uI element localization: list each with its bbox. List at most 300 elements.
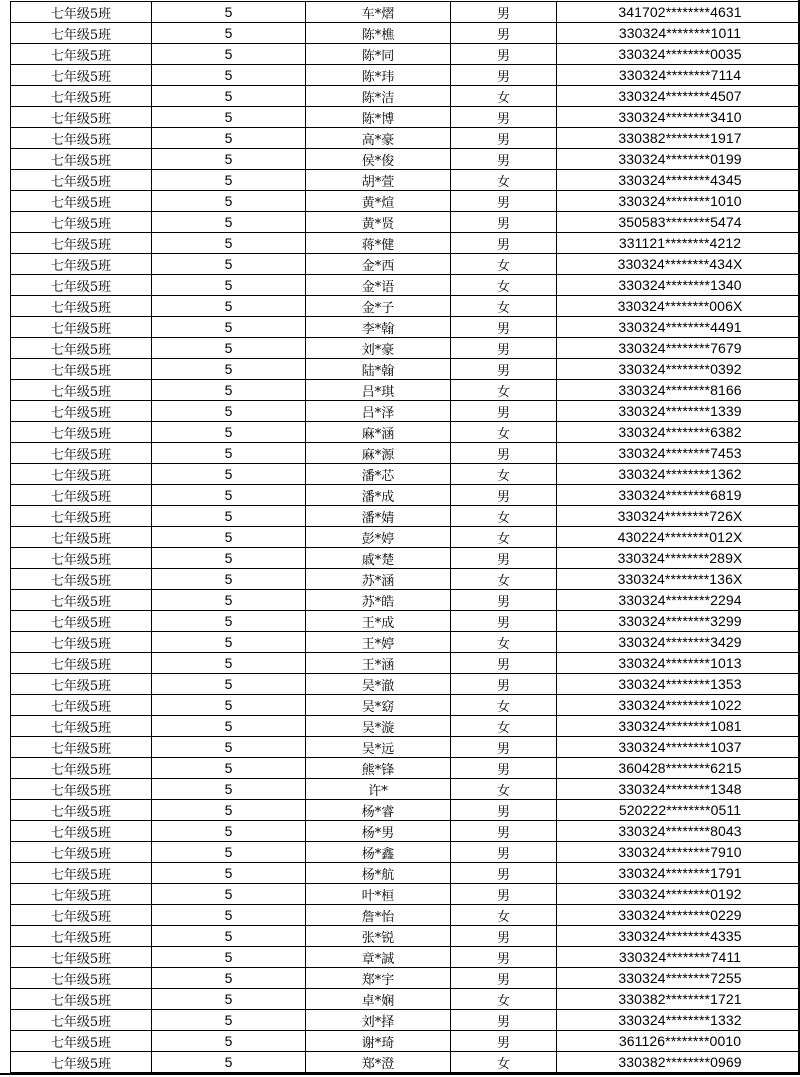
student-name-cell[interactable]: 陆*翰 [306,359,451,380]
class-cell[interactable]: 七年级5班 [11,569,152,590]
table-row [11,1010,800,1031]
student-name-cell[interactable]: 陈*玮 [306,65,451,86]
id-number-cell[interactable]: 330324********7114 [557,65,800,86]
student-name-cell[interactable]: 苏*涵 [306,569,451,590]
table-row [11,170,800,191]
grade-cell[interactable]: 5 [152,233,306,254]
id-number-cell[interactable]: 330324********1081 [557,716,800,737]
gender-cell[interactable]: 男 [451,401,557,422]
class-cell[interactable]: 七年级5班 [11,674,152,695]
id-number-cell[interactable]: 330324********3429 [557,632,800,653]
student-name-cell[interactable]: 刘*择 [306,1010,451,1031]
class-cell[interactable]: 七年级5班 [11,401,152,422]
grade-cell[interactable]: 5 [152,968,306,989]
id-number-cell[interactable]: 330382********0969 [557,1052,800,1073]
id-number-cell[interactable]: 330324********1362 [557,464,800,485]
gender-cell[interactable]: 女 [451,86,557,107]
gender-cell[interactable]: 女 [451,296,557,317]
class-cell[interactable]: 七年级5班 [11,821,152,842]
table-row [11,23,800,44]
table-row [11,968,800,989]
table-row [11,464,800,485]
student-name-cell[interactable]: 陈*洁 [306,86,451,107]
gender-cell[interactable]: 男 [451,107,557,128]
student-name-cell[interactable]: 吴*窈 [306,695,451,716]
class-cell[interactable]: 七年级5班 [11,170,152,191]
class-cell[interactable]: 七年级5班 [11,548,152,569]
class-cell[interactable]: 七年级5班 [11,737,152,758]
grade-cell[interactable]: 5 [152,926,306,947]
student-name-cell[interactable]: 陈*同 [306,44,451,65]
class-cell[interactable]: 七年级5班 [11,1010,152,1031]
class-cell[interactable]: 七年级5班 [11,65,152,86]
class-cell[interactable]: 七年级5班 [11,149,152,170]
student-name-cell[interactable]: 杨*航 [306,863,451,884]
class-cell[interactable]: 七年级5班 [11,968,152,989]
table-row [11,86,800,107]
id-number-cell[interactable]: 330324********6819 [557,485,800,506]
grade-cell[interactable]: 5 [152,800,306,821]
id-number-cell[interactable]: 330324********6382 [557,422,800,443]
grade-cell[interactable]: 5 [152,44,306,65]
grade-cell[interactable]: 5 [152,653,306,674]
class-cell[interactable]: 七年级5班 [11,464,152,485]
id-number-cell[interactable]: 330324********1037 [557,737,800,758]
student-name-cell[interactable]: 高*豪 [306,128,451,149]
table-row [11,821,800,842]
class-cell[interactable]: 七年级5班 [11,107,152,128]
student-name-cell[interactable]: 潘*芯 [306,464,451,485]
class-cell[interactable]: 七年级5班 [11,212,152,233]
class-cell[interactable]: 七年级5班 [11,359,152,380]
grade-cell[interactable]: 5 [152,1052,306,1073]
id-number-cell[interactable]: 330324********0192 [557,884,800,905]
student-name-cell[interactable]: 张*锐 [306,926,451,947]
table-row [11,128,800,149]
gender-cell[interactable]: 男 [451,926,557,947]
id-number-cell[interactable]: 331121********4212 [557,233,800,254]
id-number-cell[interactable]: 330324********3299 [557,611,800,632]
table-row [11,1052,800,1073]
grade-cell[interactable]: 5 [152,401,306,422]
grade-cell[interactable]: 5 [152,989,306,1010]
gender-cell[interactable]: 男 [451,44,557,65]
gender-cell[interactable]: 女 [451,506,557,527]
id-number-cell[interactable]: 330324********136X [557,569,800,590]
class-cell[interactable]: 七年级5班 [11,380,152,401]
gender-cell[interactable]: 女 [451,716,557,737]
table-row [11,632,800,653]
id-number-cell[interactable]: 330324********1353 [557,674,800,695]
student-name-cell[interactable]: 侯*俊 [306,149,451,170]
id-number-cell[interactable]: 361126********0010 [557,1031,800,1052]
grade-cell[interactable]: 5 [152,338,306,359]
table-row [11,443,800,464]
student-name-cell[interactable]: 苏*皓 [306,590,451,611]
student-name-cell[interactable]: 戚*楚 [306,548,451,569]
grade-cell[interactable]: 5 [152,380,306,401]
id-number-cell[interactable]: 330324********1791 [557,863,800,884]
id-number-cell[interactable]: 330324********726X [557,506,800,527]
id-number-cell[interactable]: 330324********1340 [557,275,800,296]
gender-cell[interactable]: 男 [451,590,557,611]
table-row [11,44,800,65]
class-cell[interactable]: 七年级5班 [11,1052,152,1073]
student-name-cell[interactable]: 彭*婷 [306,527,451,548]
id-number-cell[interactable]: 330324********1010 [557,191,800,212]
grade-cell[interactable]: 5 [152,296,306,317]
student-name-cell[interactable]: 王*婷 [306,632,451,653]
student-name-cell[interactable]: 杨*鑫 [306,842,451,863]
id-number-cell[interactable]: 330324********2294 [557,590,800,611]
class-cell[interactable]: 七年级5班 [11,842,152,863]
student-name-cell[interactable]: 吴*漩 [306,716,451,737]
gender-cell[interactable]: 女 [451,275,557,296]
id-number-cell[interactable]: 330324********7679 [557,338,800,359]
table-row [11,863,800,884]
id-number-cell[interactable]: 330324********1332 [557,1010,800,1031]
table-row [11,926,800,947]
table-row [11,590,800,611]
grade-cell[interactable]: 5 [152,275,306,296]
class-cell[interactable]: 七年级5班 [11,23,152,44]
gender-cell[interactable]: 男 [451,2,557,23]
class-cell[interactable]: 七年级5班 [11,233,152,254]
id-number-cell[interactable]: 330324********0392 [557,359,800,380]
id-number-cell[interactable]: 330324********434X [557,254,800,275]
table-row [11,611,800,632]
id-number-cell[interactable]: 330324********7910 [557,842,800,863]
table-row [11,149,800,170]
gender-cell[interactable]: 男 [451,821,557,842]
gender-cell[interactable]: 女 [451,1052,557,1073]
table-row [11,527,800,548]
grade-cell[interactable]: 5 [152,149,306,170]
gender-cell[interactable]: 女 [451,464,557,485]
grade-cell[interactable]: 5 [152,590,306,611]
table-row [11,758,800,779]
table-row [11,947,800,968]
class-cell[interactable]: 七年级5班 [11,653,152,674]
id-number-cell[interactable]: 330324********7453 [557,443,800,464]
gender-cell[interactable]: 男 [451,65,557,86]
grade-cell[interactable]: 5 [152,821,306,842]
gender-cell[interactable]: 男 [451,674,557,695]
student-name-cell[interactable]: 郑*宇 [306,968,451,989]
class-cell[interactable]: 七年级5班 [11,884,152,905]
gender-cell[interactable]: 男 [451,1010,557,1031]
table-row [11,695,800,716]
gender-cell[interactable]: 女 [451,779,557,800]
grade-cell[interactable]: 5 [152,170,306,191]
id-number-cell[interactable]: 330324********4491 [557,317,800,338]
student-name-cell[interactable]: 陈*博 [306,107,451,128]
student-name-cell[interactable]: 蒋*健 [306,233,451,254]
student-name-cell[interactable]: 许* [306,779,451,800]
grade-cell[interactable]: 5 [152,548,306,569]
gender-cell[interactable]: 男 [451,212,557,233]
gender-cell[interactable]: 男 [451,800,557,821]
grade-cell[interactable]: 5 [152,65,306,86]
gender-cell[interactable]: 男 [451,968,557,989]
gender-cell[interactable]: 女 [451,989,557,1010]
id-number-cell[interactable]: 430224********012X [557,527,800,548]
class-cell[interactable]: 七年级5班 [11,863,152,884]
table-row [11,254,800,275]
grade-cell[interactable]: 5 [152,23,306,44]
class-cell[interactable]: 七年级5班 [11,86,152,107]
grade-cell[interactable]: 5 [152,422,306,443]
student-name-cell[interactable]: 郑*澄 [306,1052,451,1073]
id-number-cell[interactable]: 330324********1022 [557,695,800,716]
grade-cell[interactable]: 5 [152,758,306,779]
grade-cell[interactable]: 5 [152,695,306,716]
student-name-cell[interactable]: 叶*桓 [306,884,451,905]
student-name-cell[interactable]: 吴*远 [306,737,451,758]
class-cell[interactable]: 七年级5班 [11,758,152,779]
id-number-cell[interactable]: 330324********4335 [557,926,800,947]
student-name-cell[interactable]: 胡*萱 [306,170,451,191]
grade-cell[interactable]: 5 [152,737,306,758]
grade-cell[interactable]: 5 [152,317,306,338]
class-cell[interactable]: 七年级5班 [11,947,152,968]
gender-cell[interactable]: 男 [451,611,557,632]
id-number-cell[interactable]: 330324********8043 [557,821,800,842]
class-cell[interactable]: 七年级5班 [11,926,152,947]
table-row [11,506,800,527]
gender-cell[interactable]: 男 [451,317,557,338]
table-row [11,989,800,1010]
id-number-cell[interactable]: 330382********1917 [557,128,800,149]
grade-cell[interactable]: 5 [152,2,306,23]
id-number-cell[interactable]: 330324********4345 [557,170,800,191]
grade-cell[interactable]: 5 [152,779,306,800]
class-cell[interactable]: 七年级5班 [11,800,152,821]
gender-cell[interactable]: 男 [451,653,557,674]
student-name-cell[interactable]: 王*涵 [306,653,451,674]
gender-cell[interactable]: 女 [451,905,557,926]
gender-cell[interactable]: 男 [451,842,557,863]
table-row [11,2,800,23]
gender-cell[interactable]: 女 [451,380,557,401]
student-name-cell[interactable]: 刘*豪 [306,338,451,359]
grade-cell[interactable]: 5 [152,611,306,632]
class-cell[interactable]: 七年级5班 [11,590,152,611]
class-cell[interactable]: 七年级5班 [11,1031,152,1052]
class-cell[interactable]: 七年级5班 [11,632,152,653]
grade-cell[interactable]: 5 [152,212,306,233]
gender-cell[interactable]: 男 [451,758,557,779]
table-row [11,107,800,128]
class-cell[interactable]: 七年级5班 [11,716,152,737]
table-row [11,716,800,737]
student-name-cell[interactable]: 车*熠 [306,2,451,23]
class-cell[interactable]: 七年级5班 [11,506,152,527]
gender-cell[interactable]: 女 [451,422,557,443]
id-number-cell[interactable]: 330324********006X [557,296,800,317]
table-row [11,191,800,212]
id-number-cell[interactable]: 330324********3410 [557,107,800,128]
grade-cell[interactable]: 5 [152,107,306,128]
student-name-cell[interactable]: 吕*泽 [306,401,451,422]
gender-cell[interactable]: 男 [451,1031,557,1052]
gender-cell[interactable]: 男 [451,884,557,905]
student-name-cell[interactable]: 吕*琪 [306,380,451,401]
grade-cell[interactable]: 5 [152,191,306,212]
student-name-cell[interactable]: 谢*琦 [306,1031,451,1052]
gender-cell[interactable]: 男 [451,548,557,569]
class-cell[interactable]: 七年级5班 [11,422,152,443]
student-name-cell[interactable]: 潘*婧 [306,506,451,527]
class-cell[interactable]: 七年级5班 [11,485,152,506]
id-number-cell[interactable]: 360428********6215 [557,758,800,779]
gender-cell[interactable]: 女 [451,569,557,590]
gender-cell[interactable]: 女 [451,170,557,191]
class-cell[interactable]: 七年级5班 [11,695,152,716]
table-row [11,653,800,674]
roster-body [11,2,800,1073]
class-cell[interactable]: 七年级5班 [11,128,152,149]
student-name-cell[interactable]: 李*翰 [306,317,451,338]
gender-cell[interactable]: 男 [451,359,557,380]
id-number-cell[interactable]: 330324********1011 [557,23,800,44]
table-row [11,65,800,86]
student-name-cell[interactable]: 金*语 [306,275,451,296]
class-cell[interactable]: 七年级5班 [11,611,152,632]
class-cell[interactable]: 七年级5班 [11,191,152,212]
student-name-cell[interactable]: 麻*涵 [306,422,451,443]
table-row [11,212,800,233]
student-name-cell[interactable]: 陈*樵 [306,23,451,44]
class-cell[interactable]: 七年级5班 [11,2,152,23]
student-name-cell[interactable]: 黄*煊 [306,191,451,212]
id-number-cell[interactable]: 330324********0229 [557,905,800,926]
table-row [11,569,800,590]
grade-cell[interactable]: 5 [152,863,306,884]
student-name-cell[interactable]: 吴*澈 [306,674,451,695]
grade-cell[interactable]: 5 [152,506,306,527]
table-row [11,674,800,695]
gender-cell[interactable]: 男 [451,737,557,758]
id-number-cell[interactable]: 330324********1013 [557,653,800,674]
id-number-cell[interactable]: 330324********1348 [557,779,800,800]
student-name-cell[interactable]: 杨*男 [306,821,451,842]
student-name-cell[interactable]: 章*誠 [306,947,451,968]
id-number-cell[interactable]: 330324********0199 [557,149,800,170]
table-row [11,296,800,317]
id-number-cell[interactable]: 341702********4631 [557,2,800,23]
id-number-cell[interactable]: 350583********5474 [557,212,800,233]
gender-cell[interactable]: 男 [451,443,557,464]
id-number-cell[interactable]: 330324********7411 [557,947,800,968]
grade-cell[interactable]: 5 [152,632,306,653]
gender-cell[interactable]: 女 [451,695,557,716]
table-row [11,800,800,821]
grade-cell[interactable]: 5 [152,359,306,380]
class-cell[interactable]: 七年级5班 [11,527,152,548]
class-cell[interactable]: 七年级5班 [11,338,152,359]
id-number-cell[interactable]: 520222********0511 [557,800,800,821]
class-cell[interactable]: 七年级5班 [11,905,152,926]
id-number-cell[interactable]: 330382********1721 [557,989,800,1010]
table-row [11,380,800,401]
table-row [11,737,800,758]
id-number-cell[interactable]: 330324********1339 [557,401,800,422]
student-name-cell[interactable]: 卓*娴 [306,989,451,1010]
gender-cell[interactable]: 男 [451,149,557,170]
grade-cell[interactable]: 5 [152,569,306,590]
gender-cell[interactable]: 女 [451,254,557,275]
grade-cell[interactable]: 5 [152,947,306,968]
class-cell[interactable]: 七年级5班 [11,443,152,464]
grade-cell[interactable]: 5 [152,716,306,737]
table-row [11,1031,800,1052]
id-number-cell[interactable]: 330324********0035 [557,44,800,65]
class-cell[interactable]: 七年级5班 [11,254,152,275]
gender-cell[interactable]: 男 [451,233,557,254]
grade-cell[interactable]: 5 [152,86,306,107]
grade-cell[interactable]: 5 [152,464,306,485]
student-name-cell[interactable]: 潘*成 [306,485,451,506]
table-row [11,338,800,359]
gender-cell[interactable]: 男 [451,338,557,359]
grade-cell[interactable]: 5 [152,443,306,464]
gender-cell[interactable]: 男 [451,128,557,149]
class-cell[interactable]: 七年级5班 [11,275,152,296]
class-cell[interactable]: 七年级5班 [11,296,152,317]
student-name-cell[interactable]: 王*成 [306,611,451,632]
id-number-cell[interactable]: 330324********8166 [557,380,800,401]
class-cell[interactable]: 七年级5班 [11,44,152,65]
gender-cell[interactable]: 女 [451,527,557,548]
id-number-cell[interactable]: 330324********7255 [557,968,800,989]
grade-cell[interactable]: 5 [152,884,306,905]
grade-cell[interactable]: 5 [152,1010,306,1031]
student-name-cell[interactable]: 金*子 [306,296,451,317]
gender-cell[interactable]: 男 [451,863,557,884]
student-name-cell[interactable]: 詹*怡 [306,905,451,926]
gender-cell[interactable]: 男 [451,485,557,506]
table-row [11,842,800,863]
id-number-cell[interactable]: 330324********289X [557,548,800,569]
class-cell[interactable]: 七年级5班 [11,779,152,800]
gender-cell[interactable]: 男 [451,947,557,968]
table-row [11,422,800,443]
student-name-cell[interactable]: 杨*睿 [306,800,451,821]
gender-cell[interactable]: 男 [451,23,557,44]
gender-cell[interactable]: 男 [451,191,557,212]
gender-cell[interactable]: 女 [451,632,557,653]
id-number-cell[interactable]: 330324********4507 [557,86,800,107]
grade-cell[interactable]: 5 [152,842,306,863]
student-name-cell[interactable]: 黄*贤 [306,212,451,233]
table-row [11,485,800,506]
student-roster-table [10,1,800,1073]
class-cell[interactable]: 七年级5班 [11,317,152,338]
student-name-cell[interactable]: 熊*锋 [306,758,451,779]
grade-cell[interactable]: 5 [152,254,306,275]
grade-cell[interactable]: 5 [152,674,306,695]
grade-cell[interactable]: 5 [152,485,306,506]
student-name-cell[interactable]: 麻*源 [306,443,451,464]
grade-cell[interactable]: 5 [152,527,306,548]
grade-cell[interactable]: 5 [152,128,306,149]
student-name-cell[interactable]: 金*西 [306,254,451,275]
table-row [11,548,800,569]
class-cell[interactable]: 七年级5班 [11,989,152,1010]
grade-cell[interactable]: 5 [152,905,306,926]
grade-cell[interactable]: 5 [152,1031,306,1052]
